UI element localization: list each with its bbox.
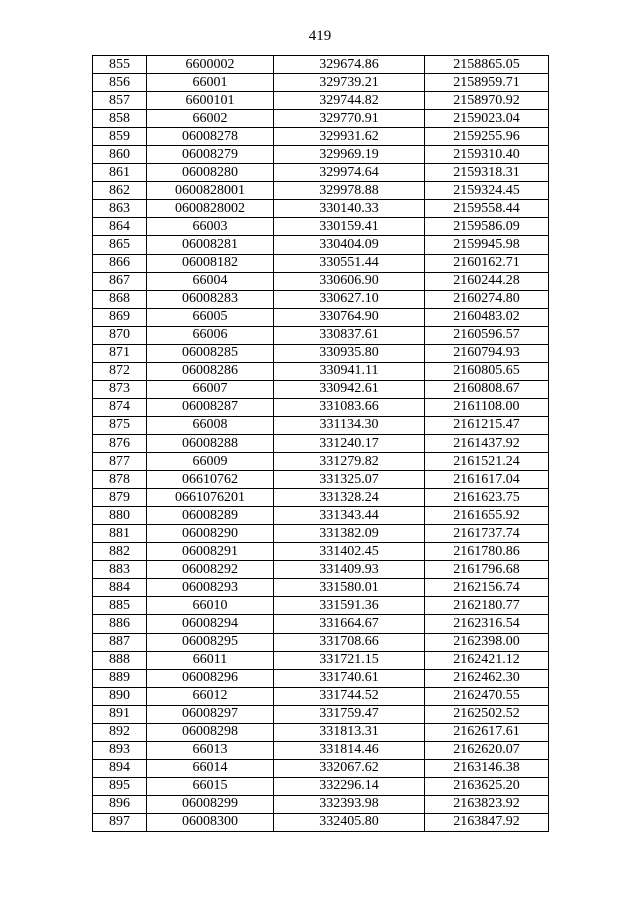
- point-code-cell: 06008281: [147, 236, 274, 254]
- x-coordinate-cell: 332405.80: [274, 813, 425, 831]
- table-row: [93, 128, 549, 146]
- y-coordinate-cell: 2159023.04: [425, 110, 549, 128]
- point-number-cell: 893: [93, 741, 147, 759]
- point-code-cell: 66005: [147, 308, 274, 326]
- y-coordinate-cell: 2162617.61: [425, 723, 549, 741]
- point-code-cell: 06008288: [147, 434, 274, 452]
- table-row: [93, 723, 549, 741]
- point-number-cell: 861: [93, 164, 147, 182]
- point-code-cell: 06008287: [147, 398, 274, 416]
- point-number-cell: 868: [93, 290, 147, 308]
- y-coordinate-cell: 2162421.12: [425, 651, 549, 669]
- point-number-cell: 870: [93, 326, 147, 344]
- y-coordinate-cell: 2158959.71: [425, 74, 549, 92]
- x-coordinate-cell: 329978.88: [274, 182, 425, 200]
- point-code-cell: 66002: [147, 110, 274, 128]
- x-coordinate-cell: 331402.45: [274, 543, 425, 561]
- x-coordinate-cell: 331083.66: [274, 398, 425, 416]
- table-row: [93, 362, 549, 380]
- table-row: [93, 633, 549, 651]
- x-coordinate-cell: 329674.86: [274, 56, 425, 74]
- coordinates-table: [92, 55, 549, 832]
- table-row: [93, 687, 549, 705]
- table-row: [93, 146, 549, 164]
- table-row: [93, 218, 549, 236]
- point-number-cell: 890: [93, 687, 147, 705]
- point-code-cell: 06008280: [147, 164, 274, 182]
- y-coordinate-cell: 2159558.44: [425, 200, 549, 218]
- x-coordinate-cell: 331343.44: [274, 507, 425, 525]
- y-coordinate-cell: 2159255.96: [425, 128, 549, 146]
- point-number-cell: 856: [93, 74, 147, 92]
- point-code-cell: 06008296: [147, 669, 274, 687]
- table-row: [93, 290, 549, 308]
- point-number-cell: 859: [93, 128, 147, 146]
- point-code-cell: 66001: [147, 74, 274, 92]
- table-row: [93, 813, 549, 831]
- x-coordinate-cell: 329744.82: [274, 92, 425, 110]
- point-number-cell: 896: [93, 795, 147, 813]
- x-coordinate-cell: 331591.36: [274, 597, 425, 615]
- x-coordinate-cell: 330606.90: [274, 272, 425, 290]
- y-coordinate-cell: 2162316.54: [425, 615, 549, 633]
- y-coordinate-cell: 2160794.93: [425, 344, 549, 362]
- point-code-cell: 06008278: [147, 128, 274, 146]
- y-coordinate-cell: 2162462.30: [425, 669, 549, 687]
- point-code-cell: 66006: [147, 326, 274, 344]
- point-code-cell: 66004: [147, 272, 274, 290]
- point-code-cell: 06008286: [147, 362, 274, 380]
- x-coordinate-cell: 330837.61: [274, 326, 425, 344]
- point-number-cell: 855: [93, 56, 147, 74]
- y-coordinate-cell: 2161623.75: [425, 489, 549, 507]
- table-row: [93, 398, 549, 416]
- x-coordinate-cell: 330159.41: [274, 218, 425, 236]
- table-row: [93, 200, 549, 218]
- table-row: [93, 705, 549, 723]
- table-row: [93, 489, 549, 507]
- point-number-cell: 873: [93, 380, 147, 398]
- x-coordinate-cell: 331240.17: [274, 434, 425, 452]
- table-row: [93, 525, 549, 543]
- point-number-cell: 866: [93, 254, 147, 272]
- point-number-cell: 875: [93, 416, 147, 434]
- table-row: [93, 615, 549, 633]
- point-code-cell: 66015: [147, 777, 274, 795]
- point-code-cell: 0600828002: [147, 200, 274, 218]
- point-code-cell: 06008279: [147, 146, 274, 164]
- table-row: [93, 56, 549, 74]
- y-coordinate-cell: 2161437.92: [425, 434, 549, 452]
- table-row: [93, 741, 549, 759]
- x-coordinate-cell: 331740.61: [274, 669, 425, 687]
- x-coordinate-cell: 329969.19: [274, 146, 425, 164]
- table-row: [93, 471, 549, 489]
- point-code-cell: 0661076201: [147, 489, 274, 507]
- y-coordinate-cell: 2160244.28: [425, 272, 549, 290]
- y-coordinate-cell: 2159586.09: [425, 218, 549, 236]
- x-coordinate-cell: 331134.30: [274, 416, 425, 434]
- table-row: [93, 597, 549, 615]
- table-row: [93, 110, 549, 128]
- point-code-cell: 06008295: [147, 633, 274, 651]
- point-number-cell: 876: [93, 434, 147, 452]
- point-code-cell: 06008293: [147, 579, 274, 597]
- table-row: [93, 651, 549, 669]
- point-code-cell: 06008182: [147, 254, 274, 272]
- point-number-cell: 882: [93, 543, 147, 561]
- x-coordinate-cell: 330941.11: [274, 362, 425, 380]
- point-code-cell: 06610762: [147, 471, 274, 489]
- table-row: [93, 236, 549, 254]
- point-number-cell: 864: [93, 218, 147, 236]
- y-coordinate-cell: 2160808.67: [425, 380, 549, 398]
- point-code-cell: 06008292: [147, 561, 274, 579]
- y-coordinate-cell: 2161215.47: [425, 416, 549, 434]
- point-number-cell: 879: [93, 489, 147, 507]
- table-row: [93, 326, 549, 344]
- table-row: [93, 579, 549, 597]
- y-coordinate-cell: 2163146.38: [425, 759, 549, 777]
- point-code-cell: 06008297: [147, 705, 274, 723]
- table-row: [93, 74, 549, 92]
- table-row: [93, 164, 549, 182]
- point-number-cell: 885: [93, 597, 147, 615]
- coordinates-table-body: [93, 56, 549, 832]
- y-coordinate-cell: 2160596.57: [425, 326, 549, 344]
- point-number-cell: 874: [93, 398, 147, 416]
- y-coordinate-cell: 2161780.86: [425, 543, 549, 561]
- point-code-cell: 06008289: [147, 507, 274, 525]
- y-coordinate-cell: 2158970.92: [425, 92, 549, 110]
- point-number-cell: 895: [93, 777, 147, 795]
- y-coordinate-cell: 2158865.05: [425, 56, 549, 74]
- point-number-cell: 884: [93, 579, 147, 597]
- point-code-cell: 06008300: [147, 813, 274, 831]
- point-code-cell: 06008299: [147, 795, 274, 813]
- x-coordinate-cell: 331664.67: [274, 615, 425, 633]
- table-row: [93, 272, 549, 290]
- y-coordinate-cell: 2159318.31: [425, 164, 549, 182]
- point-number-cell: 857: [93, 92, 147, 110]
- y-coordinate-cell: 2159310.40: [425, 146, 549, 164]
- y-coordinate-cell: 2161521.24: [425, 453, 549, 471]
- point-number-cell: 877: [93, 453, 147, 471]
- y-coordinate-cell: 2161737.74: [425, 525, 549, 543]
- point-number-cell: 894: [93, 759, 147, 777]
- table-row: [93, 254, 549, 272]
- point-code-cell: 6600002: [147, 56, 274, 74]
- table-row: [93, 453, 549, 471]
- x-coordinate-cell: 332067.62: [274, 759, 425, 777]
- x-coordinate-cell: 330935.80: [274, 344, 425, 362]
- point-code-cell: 06008290: [147, 525, 274, 543]
- point-number-cell: 867: [93, 272, 147, 290]
- y-coordinate-cell: 2160162.71: [425, 254, 549, 272]
- x-coordinate-cell: 331708.66: [274, 633, 425, 651]
- y-coordinate-cell: 2163847.92: [425, 813, 549, 831]
- point-code-cell: 66007: [147, 380, 274, 398]
- x-coordinate-cell: 330764.90: [274, 308, 425, 326]
- table-row: [93, 92, 549, 110]
- point-number-cell: 888: [93, 651, 147, 669]
- y-coordinate-cell: 2162502.52: [425, 705, 549, 723]
- y-coordinate-cell: 2163625.20: [425, 777, 549, 795]
- y-coordinate-cell: 2162156.74: [425, 579, 549, 597]
- table-row: [93, 777, 549, 795]
- point-number-cell: 865: [93, 236, 147, 254]
- y-coordinate-cell: 2159324.45: [425, 182, 549, 200]
- table-row: [93, 416, 549, 434]
- x-coordinate-cell: 329739.21: [274, 74, 425, 92]
- point-number-cell: 887: [93, 633, 147, 651]
- y-coordinate-cell: 2162620.07: [425, 741, 549, 759]
- x-coordinate-cell: 331580.01: [274, 579, 425, 597]
- point-code-cell: 06008283: [147, 290, 274, 308]
- point-number-cell: 871: [93, 344, 147, 362]
- point-number-cell: 869: [93, 308, 147, 326]
- point-code-cell: 06008291: [147, 543, 274, 561]
- y-coordinate-cell: 2163823.92: [425, 795, 549, 813]
- x-coordinate-cell: 329770.91: [274, 110, 425, 128]
- point-number-cell: 886: [93, 615, 147, 633]
- table-row: [93, 182, 549, 200]
- point-code-cell: 66003: [147, 218, 274, 236]
- x-coordinate-cell: 332393.98: [274, 795, 425, 813]
- table-row: [93, 344, 549, 362]
- point-code-cell: 66014: [147, 759, 274, 777]
- x-coordinate-cell: 329931.62: [274, 128, 425, 146]
- x-coordinate-cell: 331814.46: [274, 741, 425, 759]
- point-number-cell: 892: [93, 723, 147, 741]
- x-coordinate-cell: 331744.52: [274, 687, 425, 705]
- x-coordinate-cell: 329974.64: [274, 164, 425, 182]
- x-coordinate-cell: 330551.44: [274, 254, 425, 272]
- point-code-cell: 06008298: [147, 723, 274, 741]
- y-coordinate-cell: 2159945.98: [425, 236, 549, 254]
- point-code-cell: 0600828001: [147, 182, 274, 200]
- y-coordinate-cell: 2161108.00: [425, 398, 549, 416]
- point-number-cell: 897: [93, 813, 147, 831]
- table-row: [93, 434, 549, 452]
- x-coordinate-cell: 331328.24: [274, 489, 425, 507]
- point-number-cell: 883: [93, 561, 147, 579]
- point-number-cell: 858: [93, 110, 147, 128]
- point-number-cell: 860: [93, 146, 147, 164]
- x-coordinate-cell: 330404.09: [274, 236, 425, 254]
- point-number-cell: 891: [93, 705, 147, 723]
- x-coordinate-cell: 331759.47: [274, 705, 425, 723]
- table-row: [93, 308, 549, 326]
- point-number-cell: 878: [93, 471, 147, 489]
- point-code-cell: 6600101: [147, 92, 274, 110]
- y-coordinate-cell: 2162180.77: [425, 597, 549, 615]
- point-code-cell: 66009: [147, 453, 274, 471]
- point-number-cell: 862: [93, 182, 147, 200]
- y-coordinate-cell: 2160805.65: [425, 362, 549, 380]
- point-code-cell: 06008285: [147, 344, 274, 362]
- x-coordinate-cell: 332296.14: [274, 777, 425, 795]
- x-coordinate-cell: 330627.10: [274, 290, 425, 308]
- x-coordinate-cell: 331409.93: [274, 561, 425, 579]
- table-row: [93, 380, 549, 398]
- x-coordinate-cell: 331721.15: [274, 651, 425, 669]
- x-coordinate-cell: 330942.61: [274, 380, 425, 398]
- point-code-cell: 66012: [147, 687, 274, 705]
- y-coordinate-cell: 2160274.80: [425, 290, 549, 308]
- point-number-cell: 872: [93, 362, 147, 380]
- y-coordinate-cell: 2162470.55: [425, 687, 549, 705]
- x-coordinate-cell: 331382.09: [274, 525, 425, 543]
- table-row: [93, 507, 549, 525]
- y-coordinate-cell: 2160483.02: [425, 308, 549, 326]
- x-coordinate-cell: 331279.82: [274, 453, 425, 471]
- table-row: [93, 543, 549, 561]
- point-code-cell: 66008: [147, 416, 274, 434]
- page-number: 419: [308, 28, 332, 44]
- y-coordinate-cell: 2161655.92: [425, 507, 549, 525]
- table-row: [93, 795, 549, 813]
- point-number-cell: 880: [93, 507, 147, 525]
- x-coordinate-cell: 331325.07: [274, 471, 425, 489]
- point-number-cell: 863: [93, 200, 147, 218]
- table-row: [93, 669, 549, 687]
- point-code-cell: 06008294: [147, 615, 274, 633]
- x-coordinate-cell: 331813.31: [274, 723, 425, 741]
- y-coordinate-cell: 2161617.04: [425, 471, 549, 489]
- x-coordinate-cell: 330140.33: [274, 200, 425, 218]
- point-number-cell: 881: [93, 525, 147, 543]
- point-number-cell: 889: [93, 669, 147, 687]
- point-code-cell: 66010: [147, 597, 274, 615]
- y-coordinate-cell: 2162398.00: [425, 633, 549, 651]
- point-code-cell: 66013: [147, 741, 274, 759]
- point-code-cell: 66011: [147, 651, 274, 669]
- table-row: [93, 759, 549, 777]
- table-row: [93, 561, 549, 579]
- y-coordinate-cell: 2161796.68: [425, 561, 549, 579]
